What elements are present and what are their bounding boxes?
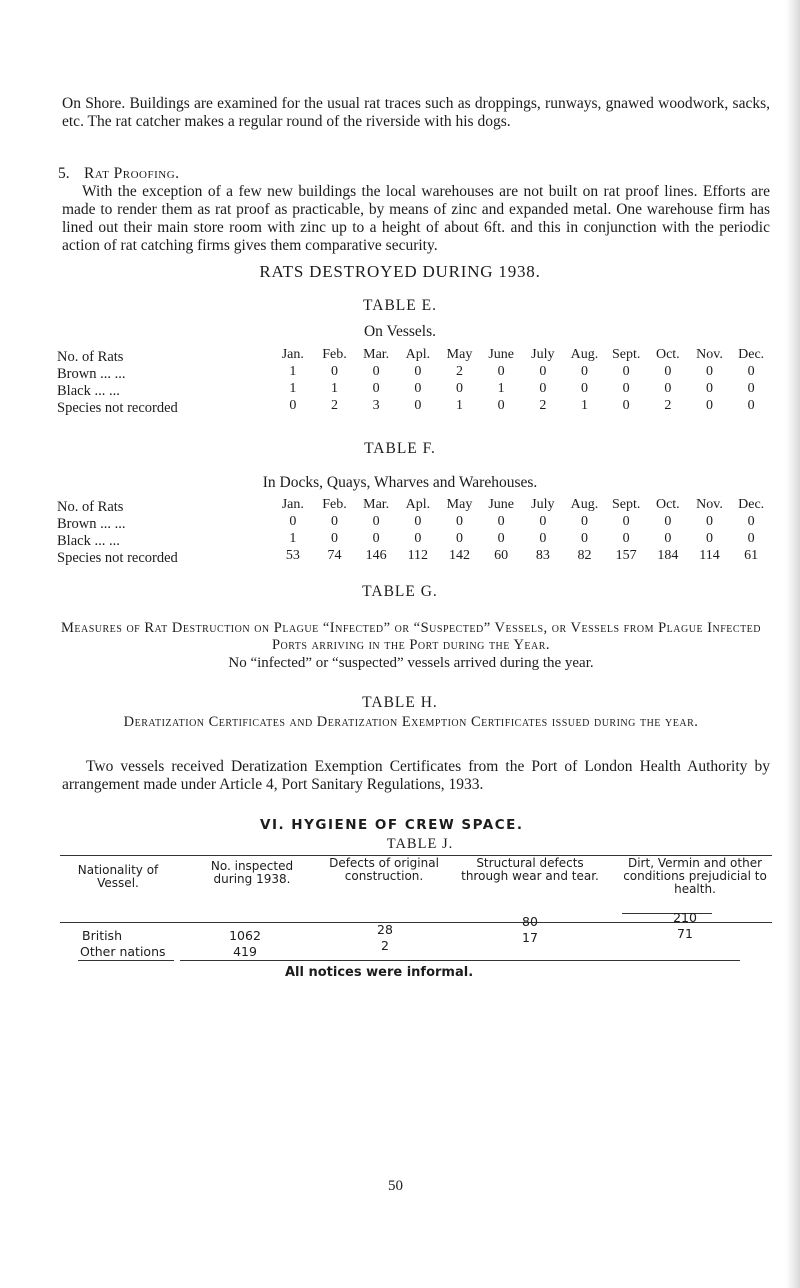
table-e-cell: 0: [414, 381, 422, 396]
table-f-month-header: June: [488, 497, 514, 512]
intro-paragraph: On Shore. Buildings are examined for the usual rat traces such as droppings, runways, gnawed woodwork, sacks, etc. The rat catcher makes a regular round of the riverside with his dogs.: [62, 95, 770, 130]
table-f-cell: 83: [535, 548, 550, 563]
table-e-cell: 0: [372, 381, 380, 396]
table-f-row-label: Brown ... ...: [57, 516, 126, 532]
table-f-cell: 0: [664, 531, 672, 546]
table-f-month-header: May: [446, 497, 473, 512]
table-f-grid: [272, 497, 772, 564]
table-g-note: No “infected” or “suspected” vessels arrived during the year.: [228, 655, 594, 671]
table-j-other-inspected: 419: [233, 944, 257, 959]
table-f-cell: 0: [497, 531, 505, 546]
table-f-row-label: Species not recorded: [57, 550, 178, 566]
table-f-cell: 74: [327, 548, 342, 563]
table-f-month-header: Aug.: [570, 497, 599, 512]
table-j-bottom-rule: [180, 960, 740, 961]
table-e-cell: 0: [372, 364, 380, 379]
table-f-cell: 0: [622, 514, 630, 529]
table-f-cell: 82: [577, 548, 592, 563]
table-e-cell: 3: [372, 398, 380, 413]
rats-destroyed-heading: RATS DESTROYED DURING 1938.: [259, 262, 541, 281]
table-f-cell: 0: [747, 514, 755, 529]
table-j-col-nationality: Nationality of Vessel.: [77, 863, 159, 890]
table-e-row-header: No. of Rats: [57, 349, 124, 365]
table-e-cell: 0: [705, 364, 713, 379]
table-h-heading: Deratization Certificates and Deratization Exemption Certificates issued during the year.: [123, 714, 699, 730]
table-e-cell: 0: [622, 398, 630, 413]
table-e-month-header: Apl.: [405, 347, 431, 362]
table-f-month-header: Jan.: [281, 497, 304, 512]
table-e-month-header: Oct.: [655, 347, 680, 362]
table-f-cell: 142: [448, 548, 470, 563]
table-e-row-label: Brown ... ...: [57, 366, 126, 382]
table-j-other-original: 2: [381, 938, 389, 953]
table-e-month-header: July: [531, 347, 555, 362]
table-e-cell: 0: [330, 364, 338, 379]
page-edge-shadow: [786, 0, 800, 1288]
table-e-cell: 1: [289, 381, 297, 396]
table-e-cell: 0: [497, 364, 505, 379]
table-e-subtitle: On Vessels.: [363, 323, 437, 340]
table-j-row-british-nationality: British: [82, 928, 122, 943]
table-h-paragraph: Two vessels received Deratization Exemption Certificates from the Port of London Health Authority by arrangement made under Article 4, Port Sanitary Regulations, 1933.: [62, 758, 770, 793]
table-e-cell: 2: [455, 364, 463, 379]
table-f-subtitle: In Docks, Quays, Wharves and Warehouses.: [262, 474, 538, 491]
table-f-cell: 0: [330, 531, 338, 546]
table-e-cell: 2: [330, 398, 338, 413]
table-f-cell: 0: [664, 514, 672, 529]
table-e-cell: 2: [664, 398, 672, 413]
table-e-cell: 0: [289, 398, 297, 413]
table-j-british-dirt: 210: [673, 910, 697, 925]
table-e-grid: [272, 347, 772, 414]
table-f-cell: 60: [494, 548, 509, 563]
table-j-row-other-nationality: Other nations: [80, 944, 166, 959]
table-g-heading: Measures of Rat Destruction on Plague “Infected” or “Suspected” Vessels, or Vessels from Plague Infected Ports arriving in the Port during the Year.: [60, 620, 762, 653]
section-5-number: 5.: [58, 165, 70, 182]
table-f-cell: 112: [407, 548, 429, 563]
table-e-cell: 0: [539, 381, 547, 396]
table-j-title: TABLE J.: [386, 836, 454, 852]
table-e-cell: 0: [497, 398, 505, 413]
table-e-cell: 0: [455, 381, 463, 396]
table-f-cell: 184: [657, 548, 679, 563]
table-e-cell: 0: [747, 381, 755, 396]
table-e-cell: 2: [539, 398, 547, 413]
table-f-month-header: Oct.: [655, 497, 680, 512]
table-e-cell: 0: [539, 364, 547, 379]
table-e-cell: 1: [455, 398, 463, 413]
table-j-other-wear: 17: [522, 930, 538, 945]
table-f-cell: 0: [455, 514, 463, 529]
section-6-heading: VI. HYGIENE OF CREW SPACE.: [260, 817, 524, 833]
table-e-cell: 0: [705, 398, 713, 413]
table-f-month-header: Mar.: [363, 497, 390, 512]
table-f-cell: 0: [539, 531, 547, 546]
table-j-col-original: Defects of original construction.: [329, 856, 439, 883]
table-f-cell: 0: [372, 514, 380, 529]
table-e-month-header: Feb.: [322, 347, 347, 362]
table-e-cell: 0: [580, 381, 588, 396]
table-e-cell: 0: [705, 381, 713, 396]
table-f-cell: 0: [580, 531, 588, 546]
table-f-cell: 0: [497, 514, 505, 529]
table-f-cell: 61: [744, 548, 759, 563]
table-e-month-header: Dec.: [738, 347, 765, 362]
table-f-cell: 53: [285, 548, 300, 563]
table-e-month-header: Aug.: [570, 347, 599, 362]
table-e-row-label: Black ... ...: [57, 383, 120, 399]
section-5-paragraph: With the exception of a few new buildings the local warehouses are not built on rat proof lines. Efforts are made to render them as rat proof as practicable, by means of zinc and expanded metal. One warehouse firm has lined out their main store room with zinc up to a height of about 6ft. and this in conjunction with the periodic action of rat catching firms gives them comparative security.: [62, 183, 770, 254]
table-f-row-header: No. of Rats: [57, 499, 124, 515]
table-f-month-header: Nov.: [696, 497, 723, 512]
table-f-row-label: Black ... ...: [57, 533, 120, 549]
table-h-title: TABLE H.: [362, 694, 438, 711]
table-e-cell: 0: [414, 398, 422, 413]
table-e-month-header: May: [446, 347, 473, 362]
table-e-cell: 1: [330, 381, 338, 396]
table-e-cell: 0: [622, 364, 630, 379]
table-f-month-header: Dec.: [738, 497, 765, 512]
table-e-cell: 0: [580, 364, 588, 379]
table-j-col-wear: Structural defects through wear and tear.: [461, 856, 599, 883]
table-f-month-header: Apl.: [405, 497, 431, 512]
table-e-title: TABLE E.: [363, 297, 437, 314]
table-j-british-wear: 80: [522, 914, 538, 929]
table-g-title: TABLE G.: [362, 583, 438, 600]
table-f-title: TABLE F.: [364, 440, 436, 457]
table-e-cell: 1: [289, 364, 297, 379]
table-f-cell: 0: [455, 531, 463, 546]
table-e-cell: 1: [580, 398, 588, 413]
table-e-month-header: Mar.: [363, 347, 390, 362]
table-f-cell: 1: [289, 531, 297, 546]
table-e-month-header: Nov.: [696, 347, 723, 362]
table-f-cell: 0: [747, 531, 755, 546]
table-e-month-header: Sept.: [611, 347, 641, 362]
table-j-col-inspected: No. inspected during 1938.: [210, 859, 294, 886]
table-f-month-header: Sept.: [611, 497, 641, 512]
table-f-cell: 157: [615, 548, 637, 563]
table-e-cell: 1: [497, 381, 505, 396]
table-f-month-header: July: [531, 497, 555, 512]
table-f-cell: 114: [699, 548, 720, 563]
table-e-row-label: Species not recorded: [57, 400, 178, 416]
page-number: 50: [388, 1178, 403, 1194]
section-5-title: Rat Proofing.: [84, 165, 180, 182]
table-f-cell: 0: [705, 531, 713, 546]
table-j-british-original: 28: [377, 922, 393, 937]
table-f-cell: 146: [365, 548, 387, 563]
table-e-cell: 0: [664, 364, 672, 379]
table-f-cell: 0: [372, 531, 380, 546]
table-f-cell: 0: [622, 531, 630, 546]
table-e-month-header: June: [488, 347, 514, 362]
table-e-month-header: Jan.: [281, 347, 304, 362]
table-f-cell: 0: [289, 514, 297, 529]
table-f-cell: 0: [580, 514, 588, 529]
table-f-month-header: Feb.: [322, 497, 347, 512]
table-e-cell: 0: [664, 381, 672, 396]
table-e-cell: 0: [414, 364, 422, 379]
table-j-col-dirt: Dirt, Vermin and other conditions prejudicial to health.: [623, 856, 767, 896]
table-e-cell: 0: [622, 381, 630, 396]
table-e-cell: 0: [747, 398, 755, 413]
table-f-cell: 0: [330, 514, 338, 529]
table-f-cell: 0: [414, 514, 422, 529]
table-j-note: All notices were informal.: [285, 965, 474, 980]
table-j-british-inspected: 1062: [229, 928, 261, 943]
table-j-other-dirt: 71: [677, 926, 693, 941]
table-e-cell: 0: [747, 364, 755, 379]
table-f-cell: 0: [414, 531, 422, 546]
table-f-cell: 0: [539, 514, 547, 529]
table-j-row-underline: [78, 960, 174, 961]
table-f-cell: 0: [705, 514, 713, 529]
